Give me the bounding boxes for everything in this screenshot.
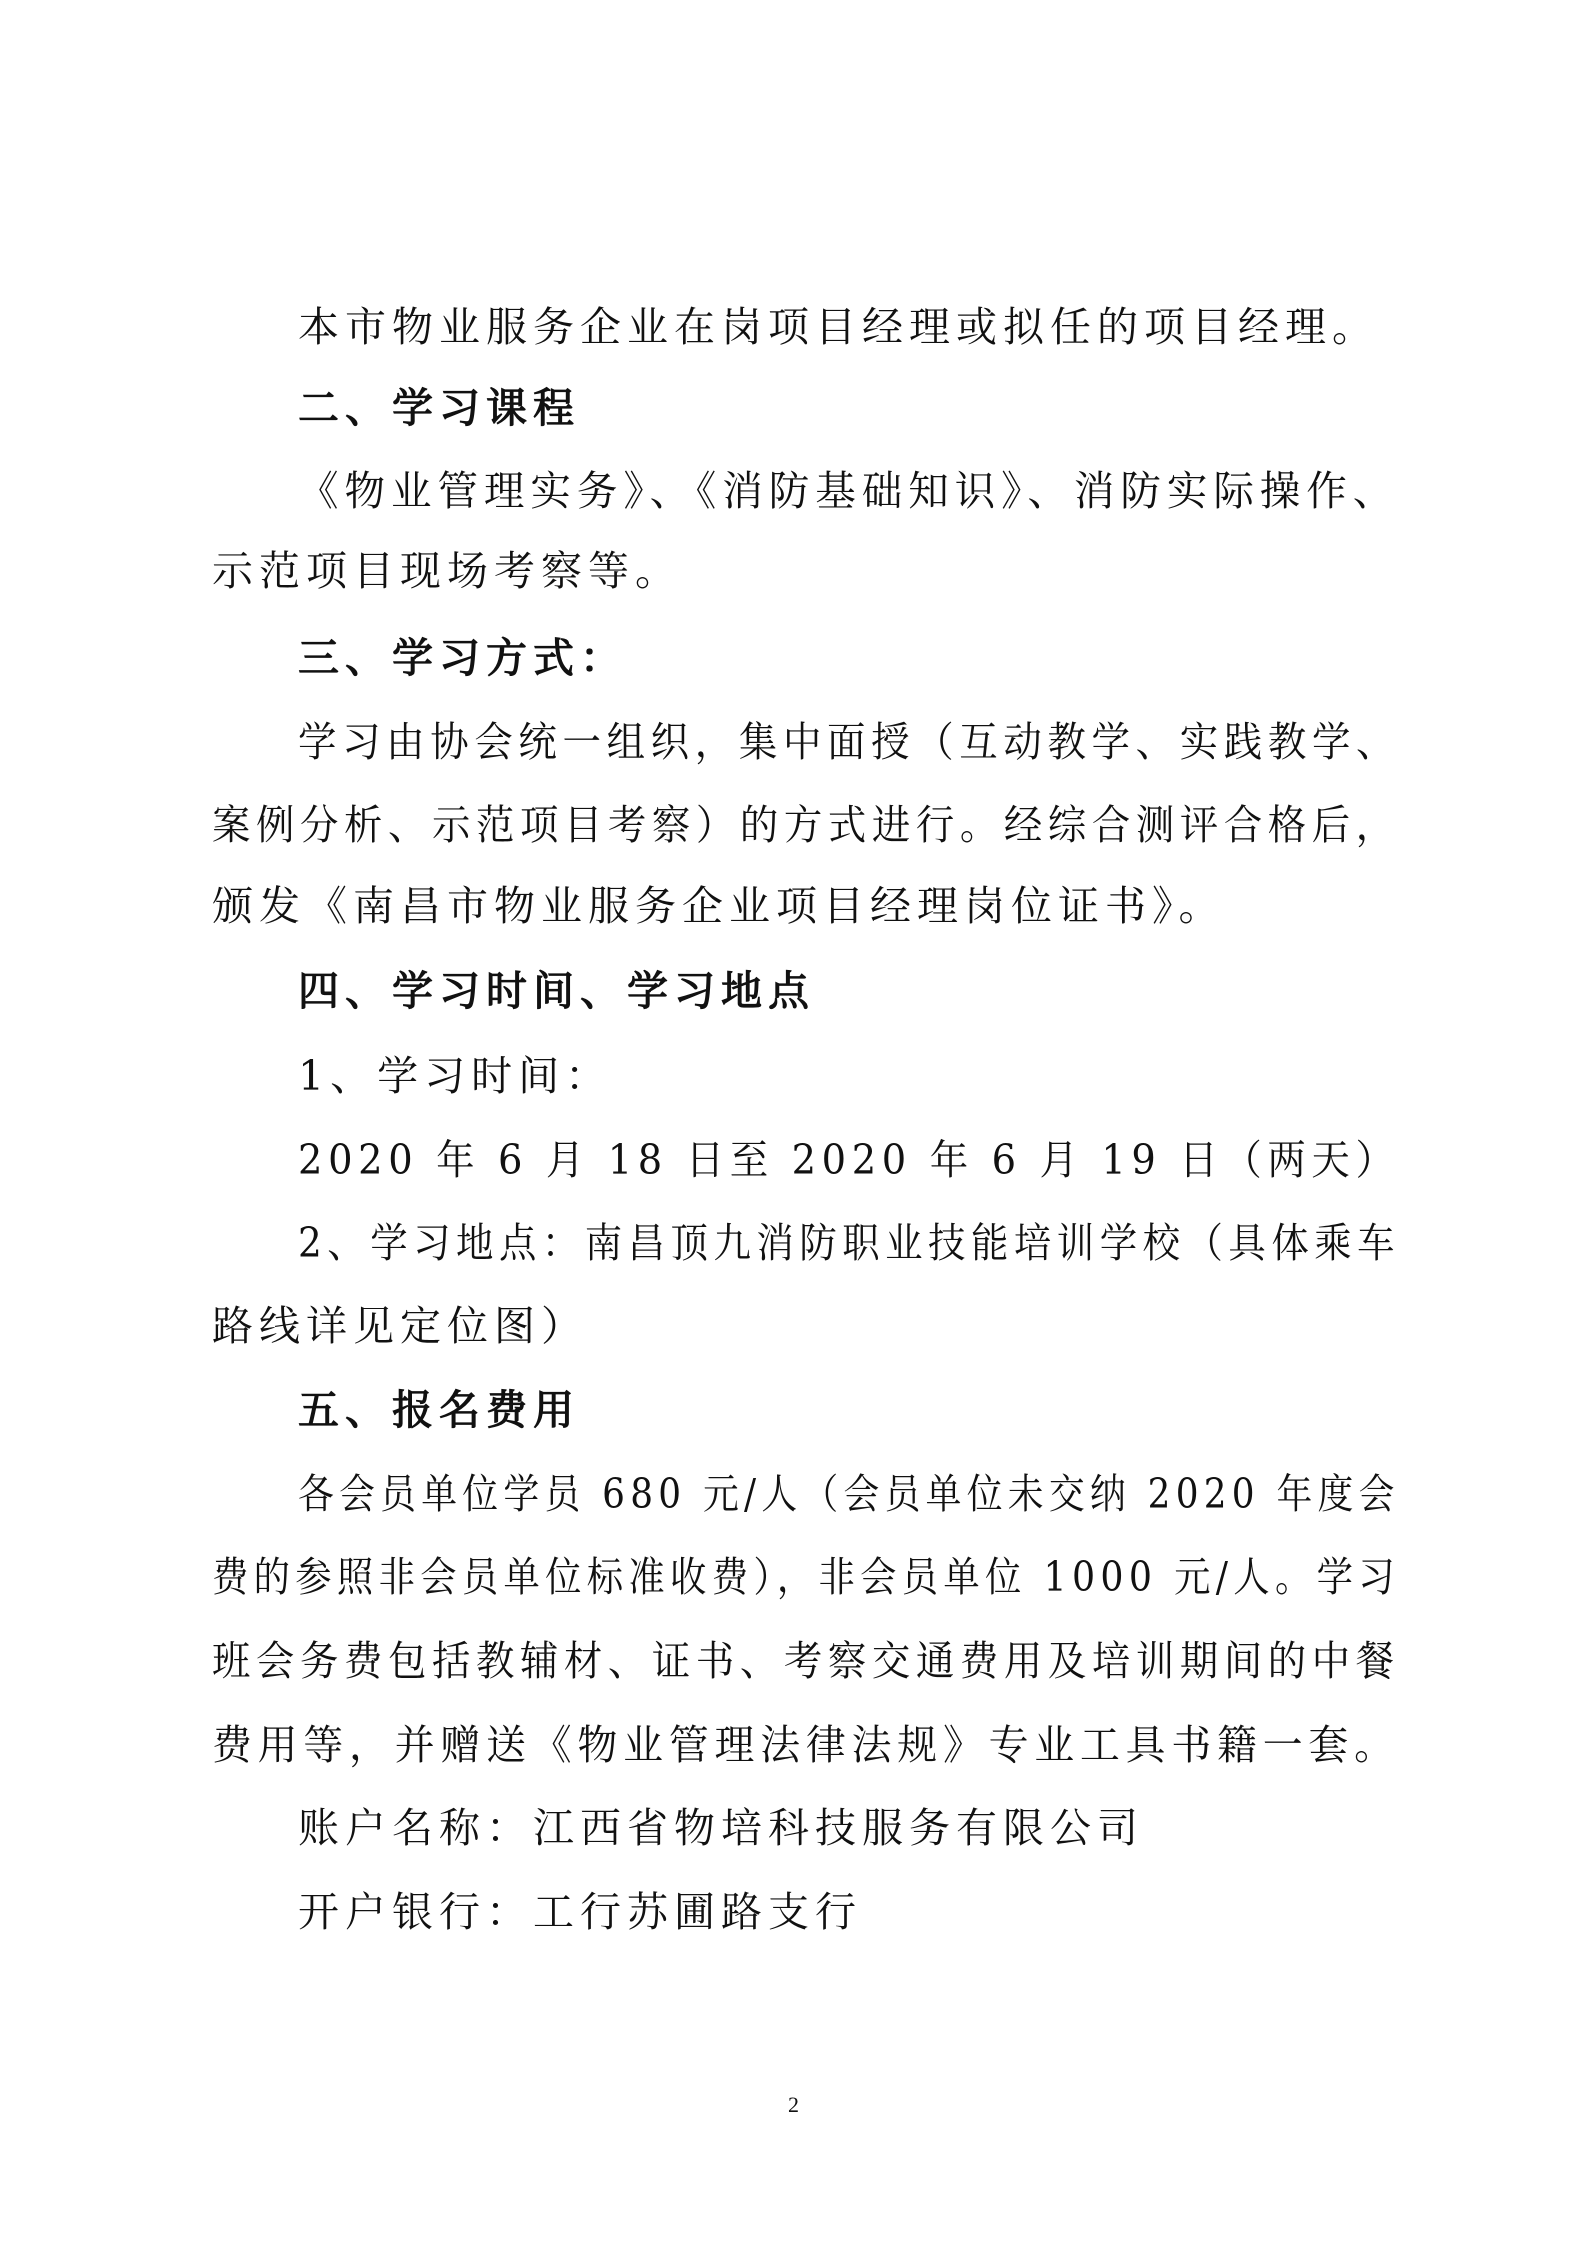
courses-text-line-1: 《物业管理实务》、《消防基础知识》、消防实际操作、 [298,467,1400,515]
account-bank: 开户银行：工行苏圃路支行 [298,1888,862,1936]
page-number: 2 [788,2092,799,2117]
fees-text-line-1: 各会员单位学员 680 元/人（会员单位未交纳 2020 年度会 [298,1470,1400,1518]
section-heading-method: 三、学习方式： [298,634,627,682]
courses-text-line-2: 示范项目现场考察等。 [212,547,682,595]
place-text-line-2: 路线详见定位图） [212,1302,588,1350]
fees-text-line-4: 费用等，并赠送《物业管理法律法规》专业工具书籍一套。 [212,1721,1400,1769]
eligibility-text: 本市物业服务企业在岗项目经理或拟任的项目经理。 [298,303,1379,351]
method-text-line-1: 学习由协会统一组织，集中面授（互动教学、实践教学、 [298,718,1401,766]
section-heading-courses: 二、学习课程 [298,384,580,432]
time-value: 2020 年 6 月 18 日至 2020 年 6 月 19 日（两天） [298,1136,1400,1184]
section-heading-fees: 五、报名费用 [298,1386,580,1434]
place-text-line-1: 2、学习地点：南昌顶九消防职业技能培训学校（具体乘车 [298,1219,1401,1267]
fees-text-line-3: 班会务费包括教辅材、证书、考察交通费用及培训期间的中餐 [212,1637,1400,1685]
time-label: 1、学习时间： [298,1052,613,1100]
fees-text-line-2: 费的参照非会员单位标准收费），非会员单位 1000 元/人。学习 [212,1553,1400,1601]
section-heading-time-place: 四、学习时间、学习地点 [298,967,815,1015]
method-text-line-2: 案例分析、示范项目考察）的方式进行。经综合测评合格后， [212,801,1400,849]
account-name: 账户名称：江西省物培科技服务有限公司 [298,1804,1144,1852]
method-text-line-3: 颁发《南昌市物业服务企业项目经理岗位证书》。 [212,882,1226,930]
